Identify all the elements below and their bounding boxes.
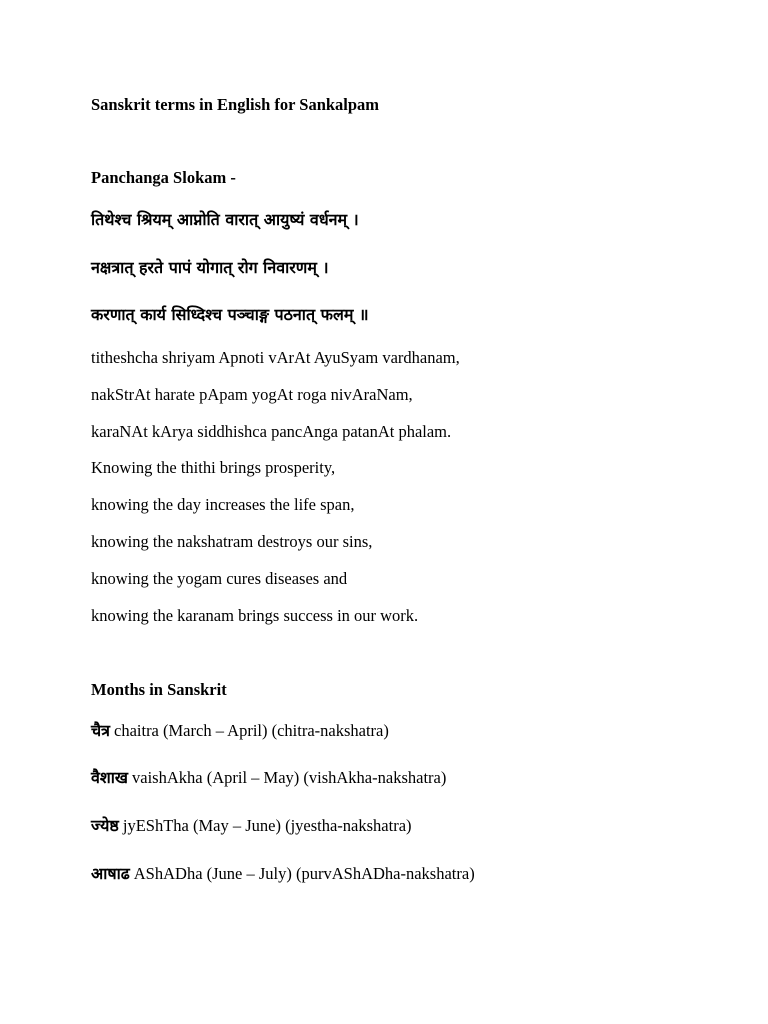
sloka-translation-line: Knowing the thithi brings prosperity, — [91, 458, 336, 477]
panchanga-heading: Panchanga Slokam - — [91, 168, 236, 187]
month-devanagari: ज्येष्ठ — [91, 816, 119, 835]
month-item — [91, 768, 446, 788]
sloka-line-transliteration: nakStrAt harate pApam yogAt roga nivAraNam, — [91, 385, 413, 404]
sloka-translation-line: knowing the karanam brings success in our work. — [91, 606, 419, 625]
month-description: jyEShTha (May – June) (jyestha-nakshatra) — [122, 816, 412, 835]
sloka-line-devanagari: करणात् कार्य सिध्दिश्च पञ्चाङ्ग पठनात् फलम् ॥ — [91, 305, 369, 324]
month-item — [91, 721, 389, 741]
sloka-translation-line: knowing the day increases the life span, — [91, 495, 355, 514]
sloka-line-transliteration: titheshcha shriyam Apnoti vArAt AyuSyam vardhanam, — [91, 348, 460, 367]
sloka-line-transliteration: karaNAt kArya siddhishca pancAnga patanAt phalam. — [91, 422, 452, 441]
sloka-translation-line: knowing the yogam cures diseases and — [91, 569, 348, 588]
month-description: vaishAkha (April – May) (vishAkha-nakshatra) — [132, 768, 447, 787]
sloka-line-devanagari: तिथेश्च श्रियम् आप्नोति वारात् आयुष्यं वर्धनम् । — [91, 210, 359, 229]
sloka-translation-line: knowing the nakshatram destroys our sins, — [91, 532, 373, 551]
month-description: AShADha (June – July) (purvAShADha-nakshatra) — [133, 864, 475, 883]
months-heading: Months in Sanskrit — [91, 680, 227, 699]
month-item — [91, 816, 412, 836]
month-description: chaitra (March – April) (chitra-nakshatra) — [114, 721, 389, 740]
sloka-line-devanagari: नक्षत्रात् हरते पापं योगात् रोग निवारणम् । — [91, 258, 329, 277]
month-devanagari: वैशाख — [91, 768, 129, 787]
document-title: Sanskrit terms in English for Sankalpam — [91, 95, 380, 114]
month-item — [91, 864, 475, 884]
month-devanagari: आषाढ — [91, 864, 130, 883]
month-devanagari: चैत्र — [91, 721, 110, 740]
